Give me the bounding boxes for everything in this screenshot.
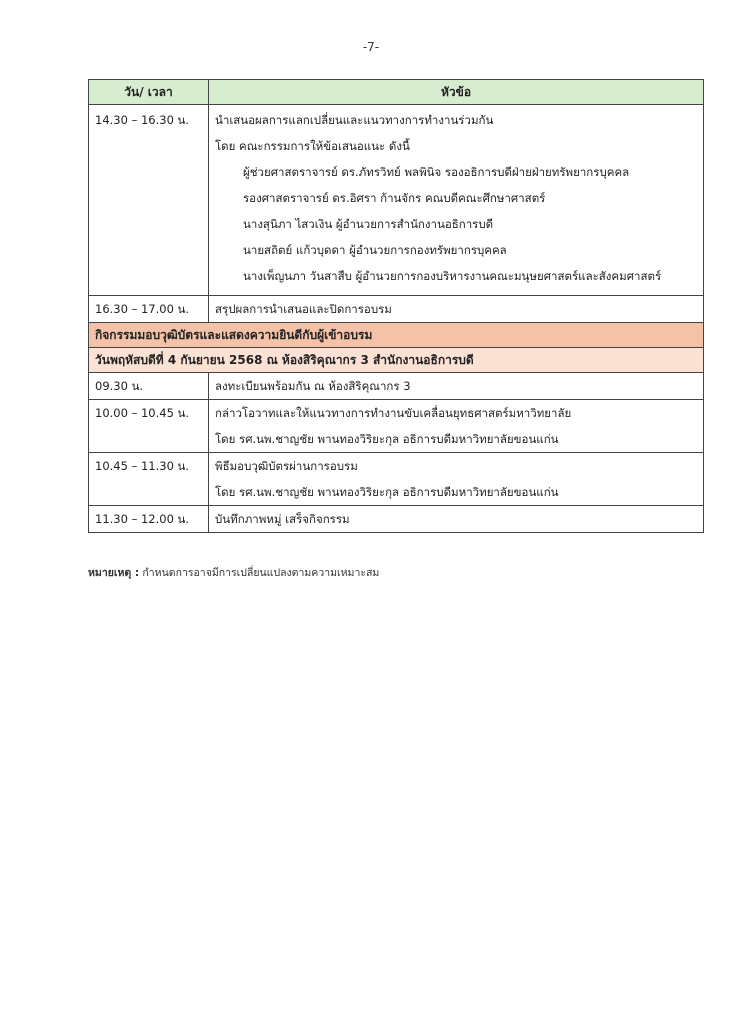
topic-line: โดย คณะกรรมการให้ข้อเสนอแนะ ดังนี้ <box>215 139 410 153</box>
committee-member: นางสุนิภา ไสวเงิน ผู้อำนวยการสำนักงานอธิการบดี <box>243 217 494 231</box>
topic-cell <box>209 400 704 453</box>
table-row <box>89 296 704 323</box>
day-title: วันพฤหัสบดีที่ 4 กันยายน 2568 ณ ห้องสิริคุณากร 3 สำนักงานอธิการบดี <box>89 348 704 373</box>
topic-line: โดย รศ.นพ.ชาญชัย พานทองวิริยะกุล อธิการบดีมหาวิทยาลัยขอนแก่น <box>215 485 559 499</box>
table-row <box>89 105 704 296</box>
time-cell <box>89 296 209 323</box>
time-text: 14.30 – 16.30 น. <box>95 113 190 127</box>
time-text: 10.00 – 10.45 น. <box>95 406 190 420</box>
topic-cell <box>209 453 704 506</box>
schedule-table <box>88 79 704 533</box>
topic-line: สรุปผลการนำเสนอและปิดการอบรม <box>215 302 392 316</box>
time-cell <box>89 506 209 533</box>
section-title: กิจกรรมมอบวุฒิบัตรและแสดงความยินดีกับผู้เข้าอบรม <box>89 323 704 348</box>
committee-member: รองศาสตราจารย์ ดร.อิศรา ก้านจักร คณบดีคณะศึกษาศาสตร์ <box>243 191 546 205</box>
footnote-text: กำหนดการอาจมีการเปลี่ยนแปลงตามความเหมาะสม <box>142 567 380 579</box>
topic-line: กล่าวโอวาทและให้แนวทางการทำงานขับเคลื่อนยุทธศาสตร์มหาวิทยาลัย <box>215 406 572 420</box>
page-number: -7- <box>362 40 380 54</box>
section-row <box>89 323 704 348</box>
time-text: 11.30 – 12.00 น. <box>95 512 190 526</box>
topic-cell <box>209 506 704 533</box>
table-row <box>89 453 704 506</box>
time-text: 16.30 – 17.00 น. <box>95 302 190 316</box>
topic-cell <box>209 373 704 400</box>
day-row <box>89 348 704 373</box>
footnote-label: หมายเหตุ : <box>88 567 140 579</box>
time-text: 10.45 – 11.30 น. <box>95 459 190 473</box>
time-cell <box>89 453 209 506</box>
time-cell <box>89 105 209 296</box>
header-topic: หัวข้อ <box>209 80 704 105</box>
table-header-row <box>89 80 704 105</box>
committee-member: นายสถิตย์ แก้วบุดดา ผู้อำนวยการกองทรัพยากรบุคคล <box>243 243 507 257</box>
footnote <box>88 564 379 581</box>
time-cell <box>89 400 209 453</box>
table-row <box>89 506 704 533</box>
table-row <box>89 400 704 453</box>
time-cell <box>89 373 209 400</box>
committee-member: ผู้ช่วยศาสตราจารย์ ดร.ภัทรวิทย์ พลพินิจ รองอธิการบดีฝ่ายฝ่ายทรัพยากรบุคคล <box>243 165 630 179</box>
table-row <box>89 373 704 400</box>
topic-line: บันทึกภาพหมู่ เสร็จกิจกรรม <box>215 512 350 526</box>
topic-cell <box>209 296 704 323</box>
topic-line: โดย รศ.นพ.ชาญชัย พานทองวิริยะกุล อธิการบดีมหาวิทยาลัยขอนแก่น <box>215 432 559 446</box>
topic-line: ลงทะเบียนพร้อมกัน ณ ห้องสิริคุณากร 3 <box>215 379 411 393</box>
committee-member: นางเพ็ญนภา วันสาสืบ ผู้อำนวยการกองบริหารงานคณะมนุษยศาสตร์และสังคมศาสตร์ <box>243 269 662 283</box>
topic-line: นำเสนอผลการแลกเปลี่ยนและแนวทางการทำงานร่วมกัน <box>215 113 494 127</box>
header-time: วัน/ เวลา <box>89 80 209 105</box>
topic-line: พิธีมอบวุฒิบัตรผ่านการอบรม <box>215 459 358 473</box>
time-text: 09.30 น. <box>95 379 144 393</box>
topic-cell <box>209 105 704 296</box>
